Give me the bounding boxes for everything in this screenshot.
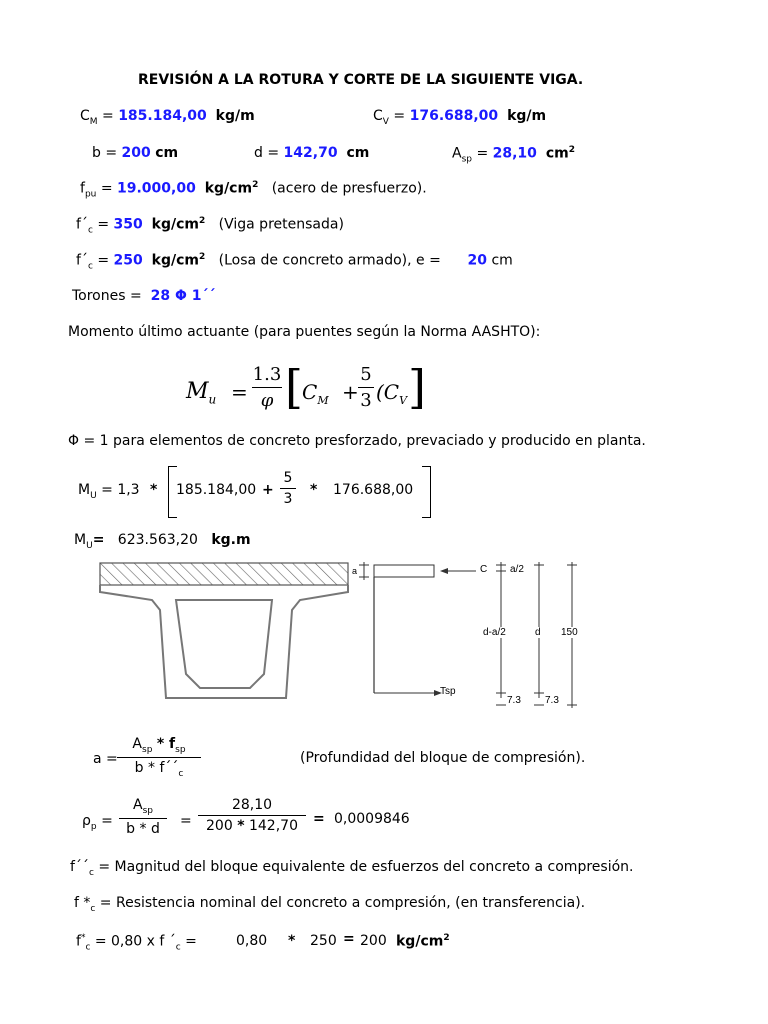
torones-line bbox=[72, 288, 216, 304]
mu-calc-bracket-right bbox=[422, 466, 431, 518]
formula-f-bar bbox=[358, 387, 374, 388]
fc1-value: 350 bbox=[113, 216, 143, 233]
b-line bbox=[92, 145, 178, 161]
fstar-calc-v1: 0,80 bbox=[236, 933, 268, 949]
rho-den2b: 142,70 bbox=[248, 818, 298, 834]
asp-value: 28,10 bbox=[492, 145, 537, 162]
fpu-eq: = bbox=[100, 180, 113, 197]
diagram-dim1-label: 7.3 bbox=[507, 695, 521, 706]
fstar-calc-v2: 250 bbox=[310, 933, 337, 949]
mu-calc-sub: U bbox=[90, 490, 97, 501]
asp-sub: sp bbox=[461, 154, 472, 165]
fc1-unit-sup: 2 bbox=[199, 216, 206, 226]
torones-value: 28 Φ 1´´ bbox=[150, 288, 216, 304]
fc1-line bbox=[76, 216, 344, 235]
a-eq-num bbox=[117, 736, 201, 755]
diagram-h-label: 150 bbox=[561, 627, 578, 638]
mu-calc-eq: = 1,3 bbox=[101, 482, 140, 498]
formula-t1 bbox=[302, 380, 329, 407]
torones-label: Torones = bbox=[72, 288, 142, 304]
fstar-calc-sup: * bbox=[80, 933, 86, 943]
a-eq-bar bbox=[117, 757, 201, 758]
asp-eq: = bbox=[476, 145, 489, 162]
rho-num1-a: A bbox=[133, 797, 143, 813]
cm-value: 185.184,00 bbox=[118, 108, 207, 124]
mu-calc-f-num: 5 bbox=[283, 470, 293, 486]
fc2-eq: = bbox=[97, 252, 110, 269]
fpu-unit-sup: 2 bbox=[252, 180, 259, 190]
formula-t1-label: C bbox=[302, 380, 318, 404]
fstar-def bbox=[74, 895, 585, 914]
page-title: REVISIÓN A LA ROTURA Y CORTE DE LA SIGUIENTE VIGA. bbox=[138, 72, 584, 88]
formula-coef-frac bbox=[252, 364, 282, 411]
mu-calc-v2: 176.688,00 bbox=[333, 482, 414, 498]
diagram-a-label: a bbox=[352, 566, 358, 576]
formula-lhs bbox=[186, 379, 216, 406]
formula-bracket-right: ] bbox=[408, 360, 426, 414]
cv-unit: kg/m bbox=[507, 108, 547, 124]
b-value: 200 bbox=[121, 145, 151, 161]
fstar-calc-result: 200 bbox=[360, 933, 387, 949]
formula-f-num: 5 bbox=[360, 364, 372, 385]
mu-result-eq: = bbox=[92, 532, 105, 548]
fstar-calc-eq: = 0,80 x f ´ bbox=[94, 933, 176, 950]
cm-label: C bbox=[80, 108, 90, 124]
rho-lhs-sub: p bbox=[90, 821, 97, 832]
fc1-label: f´ bbox=[76, 216, 88, 233]
formula-f-den: 3 bbox=[360, 390, 372, 411]
cv-sub: V bbox=[382, 116, 389, 127]
rho-den2star: * bbox=[237, 818, 245, 834]
asp-label: A bbox=[452, 145, 462, 162]
rho-eq3: = bbox=[313, 811, 325, 827]
rho-lhs bbox=[82, 813, 113, 832]
diagram-d-label: d bbox=[535, 627, 541, 638]
fpu-line bbox=[80, 180, 427, 199]
fpu-label: f bbox=[80, 180, 85, 197]
formula-coef-bar bbox=[252, 387, 282, 388]
diagram-c-label: C bbox=[480, 564, 488, 575]
fc2-unit-sup: 2 bbox=[199, 252, 206, 262]
fcc-def-text: = Magnitud del bloque equivalente de esfuerzos del concreto a compresión. bbox=[98, 859, 634, 875]
fpu-value: 19.000,00 bbox=[117, 180, 196, 197]
fcc-def bbox=[70, 859, 633, 878]
cm-sub: M bbox=[89, 116, 98, 127]
rho-den2 bbox=[198, 818, 306, 834]
mu-result-sub: U bbox=[86, 540, 93, 551]
fc1-sub: c bbox=[87, 225, 93, 236]
fstar-calc-unit: kg/cm bbox=[396, 933, 444, 950]
a-eq-den-sub: c bbox=[178, 768, 184, 779]
fstar-calc-sub: c bbox=[85, 942, 91, 953]
fstar-calc-star: * bbox=[288, 933, 296, 949]
rho-num1 bbox=[119, 797, 167, 816]
formula-frac bbox=[358, 364, 374, 411]
fstar-calc-eq2: = bbox=[185, 933, 197, 950]
fstar-calc-unit-wrap bbox=[396, 933, 450, 950]
fc2-unit: kg/cm bbox=[151, 252, 200, 269]
d-value: 142,70 bbox=[283, 145, 338, 161]
d-line bbox=[254, 145, 369, 161]
cv-eq: = bbox=[393, 108, 406, 124]
d-unit: cm bbox=[346, 145, 370, 161]
fstar-calc-eq3: = bbox=[343, 931, 355, 947]
rho-den2a: 200 bbox=[206, 818, 233, 834]
fc2-e-value: 20 bbox=[467, 252, 487, 269]
fc1-unit: kg/cm bbox=[151, 216, 200, 233]
b-unit: cm bbox=[155, 145, 179, 161]
fstar-def-label: f * bbox=[74, 895, 91, 911]
fpu-sub: pu bbox=[84, 189, 97, 200]
fc2-sub: c bbox=[87, 261, 93, 272]
beam-section bbox=[100, 563, 348, 698]
fstar-def-sub: c bbox=[90, 903, 96, 914]
rho-bar2 bbox=[198, 815, 306, 816]
fc2-value: 250 bbox=[113, 252, 143, 269]
rho-result: 0,0009846 bbox=[334, 811, 410, 827]
mu-calc-label: M bbox=[78, 482, 91, 498]
fc2-line bbox=[76, 252, 513, 271]
mu-calc-plus: + bbox=[262, 482, 274, 498]
rho-eq2: = bbox=[180, 813, 192, 829]
formula-bracket-left: [ bbox=[285, 360, 303, 414]
rho-frac1 bbox=[119, 797, 167, 837]
formula-coef-num: 1.3 bbox=[252, 364, 282, 385]
formula-t2-sub: V bbox=[399, 394, 408, 407]
fc2-note: (Losa de concreto armado), e = bbox=[218, 252, 441, 269]
formula-lhs-label: M bbox=[186, 379, 209, 404]
a-eq-den-text: b * f´´ bbox=[134, 759, 179, 776]
rho-eq: = bbox=[101, 813, 113, 829]
phi-text: Φ = 1 para elementos de concreto presforzado, prevaciado y producido en planta. bbox=[68, 433, 646, 449]
cv-line bbox=[373, 108, 546, 127]
mu-calc-star: * bbox=[150, 482, 158, 498]
a-eq-num-a: A bbox=[132, 736, 142, 752]
fc1-note: (Viga pretensada) bbox=[218, 216, 344, 233]
mu-formula bbox=[183, 360, 426, 420]
fcc-def-sub: c bbox=[88, 867, 94, 878]
mu-result-unit: kg.m bbox=[211, 532, 251, 548]
fstar-calc-sub2: c bbox=[175, 942, 181, 953]
cv-label: C bbox=[373, 108, 383, 124]
cm-unit: kg/m bbox=[215, 108, 255, 124]
formula-lhs-sub: u bbox=[208, 392, 217, 407]
asp-unit: cm bbox=[545, 145, 569, 162]
rho-num1-sub: sp bbox=[142, 805, 153, 816]
fc2-e-unit: cm bbox=[491, 252, 513, 269]
cm-eq: = bbox=[102, 108, 114, 124]
fpu-note: (acero de presfuerzo). bbox=[271, 180, 427, 197]
formula-eq: = bbox=[231, 380, 248, 404]
cm-line bbox=[80, 108, 255, 127]
fpu-unit: kg/cm bbox=[204, 180, 253, 197]
formula-plus: + bbox=[342, 380, 359, 404]
diagram-tsp-label: Tsp bbox=[440, 686, 456, 697]
d-label: d = bbox=[254, 145, 280, 161]
rho-lhs-label: ρ bbox=[82, 813, 91, 829]
fc1-eq: = bbox=[97, 216, 110, 233]
fstar-calc-label: f bbox=[76, 933, 81, 950]
fstar-calc bbox=[76, 933, 197, 952]
formula-t2-label: (C bbox=[376, 380, 400, 404]
formula-t2 bbox=[376, 380, 407, 407]
diagram-a2-label: a/2 bbox=[510, 564, 524, 575]
diagram-dim2-label: 7.3 bbox=[545, 695, 559, 706]
diagram-da2-label: d-a/2 bbox=[483, 627, 506, 638]
mu-calc-v1: 185.184,00 bbox=[176, 482, 257, 498]
asp-unit-sup: 2 bbox=[568, 145, 575, 155]
fcc-def-label: f´´ bbox=[70, 859, 89, 875]
rho-den1: b * d bbox=[126, 820, 160, 837]
mu-result-value: 623.563,20 bbox=[117, 532, 198, 548]
fstar-calc-unit-sup: 2 bbox=[443, 933, 450, 943]
a-eq-num-mid: * f bbox=[156, 736, 176, 752]
fc2-label: f´ bbox=[76, 252, 88, 269]
formula-coef-den: φ bbox=[260, 390, 274, 411]
stress-block-diagram bbox=[359, 562, 577, 708]
a-eq-num-sub: sp bbox=[142, 744, 153, 755]
a-eq-frac bbox=[117, 736, 201, 779]
mu-calc-f-den: 3 bbox=[283, 491, 293, 507]
momento-text: Momento último actuante (para puentes según la Norma AASHTO): bbox=[68, 324, 541, 340]
a-eq-lhs: a = bbox=[93, 751, 118, 767]
mu-result-label: M bbox=[74, 532, 87, 548]
rho-num2: 28,10 bbox=[231, 797, 273, 813]
mu-calc-frac bbox=[280, 470, 296, 507]
rho-frac2 bbox=[198, 797, 306, 834]
a-eq-den bbox=[117, 760, 201, 779]
mu-calc-f-bar bbox=[280, 488, 296, 489]
cv-value: 176.688,00 bbox=[409, 108, 499, 124]
asp-line bbox=[452, 145, 575, 164]
rho-bar1 bbox=[119, 818, 167, 819]
a-eq-num-sub2: sp bbox=[175, 744, 186, 755]
mu-calc-lhs bbox=[78, 482, 140, 501]
formula-t1-sub: M bbox=[317, 394, 329, 407]
mu-calc-star2: * bbox=[310, 482, 318, 498]
a-eq-note: (Profundidad del bloque de compresión). bbox=[300, 750, 586, 766]
fstar-def-text: = Resistencia nominal del concreto a compresión, (en transferencia). bbox=[99, 895, 586, 911]
b-label: b = bbox=[92, 145, 118, 161]
